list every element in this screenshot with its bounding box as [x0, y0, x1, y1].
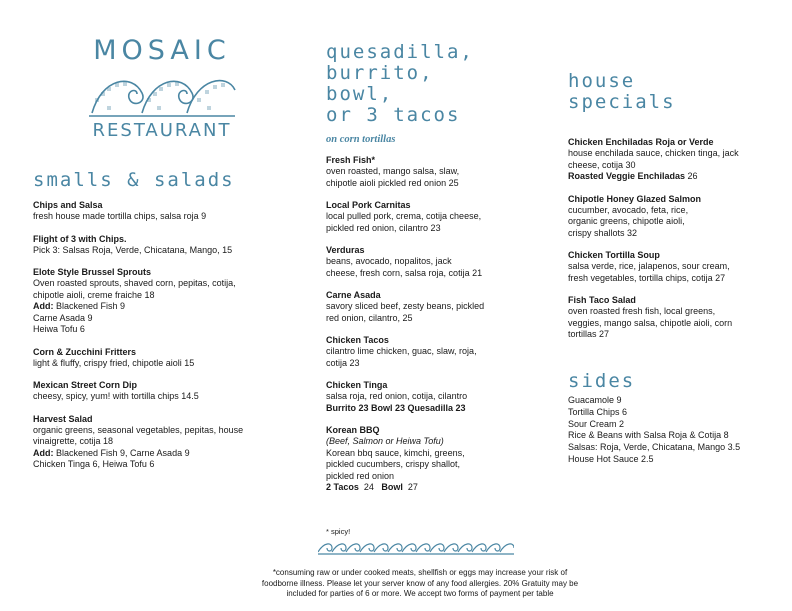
item-name: Korean BBQ	[326, 425, 380, 435]
item-description: organic greens, seasonal vegetables, pepitas, house	[33, 424, 244, 435]
item-description: tortillas 27	[568, 329, 610, 339]
footer-line: *consuming raw or under cooked meats, shellfish or eggs may increase your risk of	[272, 568, 568, 577]
item-extra	[568, 171, 778, 183]
footer-disclaimer	[250, 568, 590, 600]
item-name: Local Pork Carnitas	[326, 200, 411, 210]
item-description: vinaigrette, cotija 18	[33, 436, 114, 446]
item-description: cucumber, avocado, feta, rice,	[568, 204, 689, 215]
item-name: Chicken Tortilla Soup	[568, 250, 660, 260]
heading-line: specials	[568, 91, 676, 113]
item-description: cotija 23	[326, 357, 360, 368]
item-description: chipotle aioli pickled red onion 25	[326, 177, 459, 188]
menu-item	[33, 413, 283, 471]
item-addons	[33, 301, 283, 313]
item-name: Chipotle Honey Glazed Salmon	[568, 193, 702, 204]
menu-item	[568, 136, 778, 183]
item-description: red onion, cilantro, 25	[326, 312, 413, 323]
item-description: Oven roasted sprouts, shaved corn, pepitas, cotija,	[33, 278, 236, 288]
section-heading-specials	[568, 71, 676, 113]
heading-line: or 3 tacos	[326, 104, 461, 126]
menu-item	[33, 379, 283, 403]
menu-item	[326, 289, 541, 324]
item-name: Chicken Tinga	[326, 380, 388, 390]
add-label: Add:	[33, 447, 54, 458]
menu-item	[568, 249, 778, 284]
item-description: fresh vegetables, tortilla chips, cotija 27	[568, 272, 726, 283]
item-description: salsa roja, red onion, cotija, cilantro	[326, 391, 468, 401]
side-item: Guacamole 9	[568, 395, 622, 405]
menu-item	[326, 379, 541, 414]
section-heading-sides: sides	[568, 370, 636, 392]
item-name: Chicken Enchiladas Roja or Verde	[568, 137, 714, 147]
specials-list	[568, 136, 778, 351]
item-description: cheese, cotija 30	[568, 159, 636, 170]
item-name: Carne Asada	[326, 290, 381, 300]
item-note: (Beef, Salmon or Heiwa Tofu)	[326, 436, 444, 446]
item-description: crispy shallots 32	[568, 227, 638, 238]
item-description: local pulled pork, crema, cotija cheese,	[326, 211, 482, 221]
item-description: beans, avocado, nopalitos, jack	[326, 256, 452, 266]
bowl-price: 27	[402, 482, 418, 492]
section-heading-smalls: smalls & salads	[33, 169, 235, 191]
item-description: Pick 3: Salsas Roja, Verde, Chicatana, Mango, 15	[33, 244, 233, 255]
item-description: pickled cucumbers, crispy shallot,	[326, 459, 461, 469]
item-description: pickled red onion	[326, 470, 395, 481]
extra-name: Roasted Veggie Enchiladas	[568, 171, 686, 181]
menu-item	[326, 424, 541, 494]
item-description: pickled red onion, cilantro 23	[326, 222, 441, 233]
wave-logo-icon	[87, 68, 237, 118]
item-description: Korean bbq sauce, kimchi, greens,	[326, 447, 465, 458]
wave-divider-icon	[318, 540, 514, 556]
item-description: salsa verde, rice, jalapenos, sour cream,	[568, 261, 730, 271]
addon: Blackened Fish 9, Carne Asada 9	[53, 447, 190, 458]
menu-item	[326, 244, 541, 279]
menu-item	[326, 199, 541, 234]
section-heading-quesadilla	[326, 42, 546, 126]
addon: Blackened Fish 9	[53, 301, 126, 311]
item-prices	[326, 482, 541, 494]
side-item: Rice & Beans with Salsa Roja & Cotija 8	[568, 430, 729, 441]
restaurant-logo	[82, 36, 242, 142]
item-addons	[33, 448, 283, 460]
item-description: house enchilada sauce, chicken tinga, jack	[568, 148, 739, 158]
heading-line: burrito,	[326, 62, 434, 84]
item-description: fresh house made tortilla chips, salsa roja 9	[33, 211, 207, 221]
smalls-list	[33, 199, 283, 481]
item-name: Corn & Zucchini Fritters	[33, 346, 137, 357]
item-description: organic greens, chipotle aioli,	[568, 216, 685, 226]
item-name: Elote Style Brussel Sprouts	[33, 267, 152, 277]
tacos-price: 24	[358, 482, 382, 492]
section-subhead: on corn tortillas	[326, 134, 396, 145]
footer-line: included for parties of 6 or more. We accept two forms of payment per table	[286, 589, 554, 598]
tacos-label: 2 Tacos	[326, 482, 359, 492]
menu-item	[33, 346, 283, 370]
item-description: oven roasted fresh fish, local greens,	[568, 306, 716, 316]
addon: Carne Asada 9	[33, 312, 93, 323]
addon: Chicken Tinga 6, Heiwa Tofu 6	[33, 459, 155, 469]
bowl-label: Bowl	[381, 482, 403, 492]
item-description: savory sliced beef, zesty beans, pickled	[326, 301, 485, 311]
item-name: Chicken Tacos	[326, 335, 389, 345]
menu-item	[33, 233, 283, 257]
sides-list	[568, 395, 783, 466]
item-name: Mexican Street Corn Dip	[33, 380, 138, 390]
item-description: cheesy, spicy, yum! with tortilla chips 14.5	[33, 391, 199, 401]
tacos-list	[326, 154, 541, 504]
item-description: cilantro lime chicken, guac, slaw, roja,	[326, 346, 477, 356]
item-description: light & fluffy, crispy fried, chipotle aioli 15	[33, 357, 195, 368]
item-name: Verduras	[326, 245, 365, 255]
menu-item	[568, 193, 778, 240]
add-label: Add:	[33, 301, 54, 311]
menu-item	[326, 154, 541, 189]
side-item: Salsas: Roja, Verde, Chicatana, Mango 3.5	[568, 442, 741, 453]
side-item: Tortilla Chips 6	[568, 406, 628, 417]
menu-item	[33, 199, 283, 223]
item-prices: Burrito 23 Bowl 23 Quesadilla 23	[326, 402, 466, 413]
footer-line: foodborne illness. Please let your server know of any food allergies. 20% Gratuity may be	[261, 578, 579, 588]
heading-line: quesadilla,	[326, 41, 474, 63]
heading-line: bowl,	[326, 83, 394, 105]
side-item: Sour Cream 2	[568, 418, 625, 429]
item-description: cheese, fresh corn, salsa roja, cotija 21	[326, 267, 483, 278]
heading-line: house	[568, 70, 636, 92]
item-description: veggies, mango salsa, chipotle aioli, corn	[568, 317, 733, 328]
item-name: Fresh Fish*	[326, 155, 376, 165]
logo-subtitle: RESTAURANT	[92, 120, 232, 141]
logo-name: MOSAIC	[93, 35, 231, 66]
item-name: Flight of 3 with Chips.	[33, 233, 127, 244]
item-name: Fish Taco Salad	[568, 295, 636, 305]
item-name: Chips and Salsa	[33, 200, 103, 210]
addon: Heiwa Tofu 6	[33, 324, 85, 334]
menu-item	[33, 266, 283, 336]
item-description: oven roasted, mango salsa, slaw,	[326, 166, 460, 176]
item-description: chipotle aioli, creme fraiche 18	[33, 289, 155, 300]
spicy-note: * spicy!	[326, 527, 351, 536]
menu-item	[568, 294, 778, 341]
extra-price: 26	[685, 171, 698, 181]
item-name: Harvest Salad	[33, 413, 93, 424]
menu-item	[326, 334, 541, 369]
side-item: House Hot Sauce 2.5	[568, 453, 654, 464]
